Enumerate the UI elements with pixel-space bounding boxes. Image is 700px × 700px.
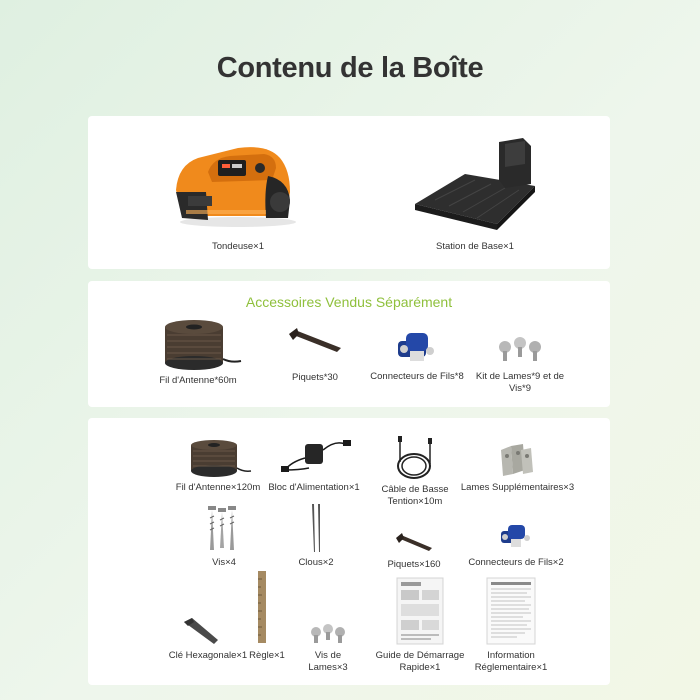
included-screws-item [174,498,274,573]
included-wire-label: Fil d'Antenne×120m [175,482,261,493]
mower-item [88,116,349,269]
included-nails-label: Clous×2 [298,557,334,568]
robot-mower-icon [168,130,308,230]
accessory-connectors-label: Connecteurs de Fils*8 [370,371,464,382]
included-card [88,418,610,685]
accessory-connectors-item [367,281,467,407]
included-low-voltage-cable-label: Câble de Basse Tention×10m [381,484,449,507]
included-connectors-item [457,498,575,573]
included-ruler-label: Règle×1 [249,650,285,661]
screws-icon [204,504,244,554]
mower-label: Tondeuse×1 [211,241,265,252]
blade-screws-icon [308,622,348,646]
accessories-title: Accessoires Vendus Séparément [245,294,453,310]
included-regulatory-info-label: Information Réglementaire×1 [474,650,548,673]
included-power-supply-item [264,418,364,508]
regulatory-info-icon [487,578,535,644]
included-quick-guide-label: Guide de Démarrage Rapide×1 [375,650,465,673]
nails-icon [306,502,326,554]
included-hex-key-label: Clé Hexagonale×1 [168,650,248,661]
accessory-blade-kit-label: Kit de Lames*9 et de Vis*9 [475,371,565,394]
included-pegs-label: Piquets×160 [387,559,441,570]
included-quick-guide-item [370,573,470,685]
base-station-label: Station de Base×1 [436,241,514,252]
wire-connector-icon [394,329,440,365]
included-regulatory-info-item [461,573,561,685]
quick-start-guide-icon [397,578,443,644]
accessory-blade-kit-item [470,281,570,407]
peg-icon [394,532,434,554]
blade-screw-kit-icon [495,335,545,365]
wire-spool-icon [183,440,253,478]
ruler-icon [256,571,268,643]
accessory-wire-item [148,281,248,407]
included-spare-blades-item [460,418,575,508]
wire-connector-icon [499,522,533,550]
accessory-pegs-item [265,281,365,407]
included-blade-screws-item [278,578,378,685]
low-voltage-cable-icon [390,434,440,482]
included-low-voltage-cable-item [365,418,465,508]
wire-spool-icon [153,321,243,371]
base-station-item [349,116,610,269]
accessory-wire-label: Fil d'Antenne*60m [159,375,237,386]
charging-station-icon [405,134,545,234]
spare-blades-icon [497,440,537,480]
included-wire-item [168,418,268,508]
page-title: Contenu de la Boîte [216,52,484,84]
power-supply-icon [279,436,359,476]
included-screws-label: Vis×4 [212,557,236,568]
included-pegs-item [364,498,464,573]
hex-key-icon [182,616,222,646]
included-connectors-label: Connecteurs de Fils×2 [468,557,564,568]
peg-icon [285,326,345,356]
main-contents-card [88,116,610,269]
included-power-supply-label: Bloc d'Alimentation×1 [268,482,360,493]
included-blade-screws-label: Vis de Lames×3 [308,650,348,673]
accessory-pegs-label: Piquets*30 [292,372,338,383]
included-nails-item [266,498,366,573]
accessories-card [88,281,610,407]
included-spare-blades-label: Lames Supplémentaires×3 [460,482,575,493]
